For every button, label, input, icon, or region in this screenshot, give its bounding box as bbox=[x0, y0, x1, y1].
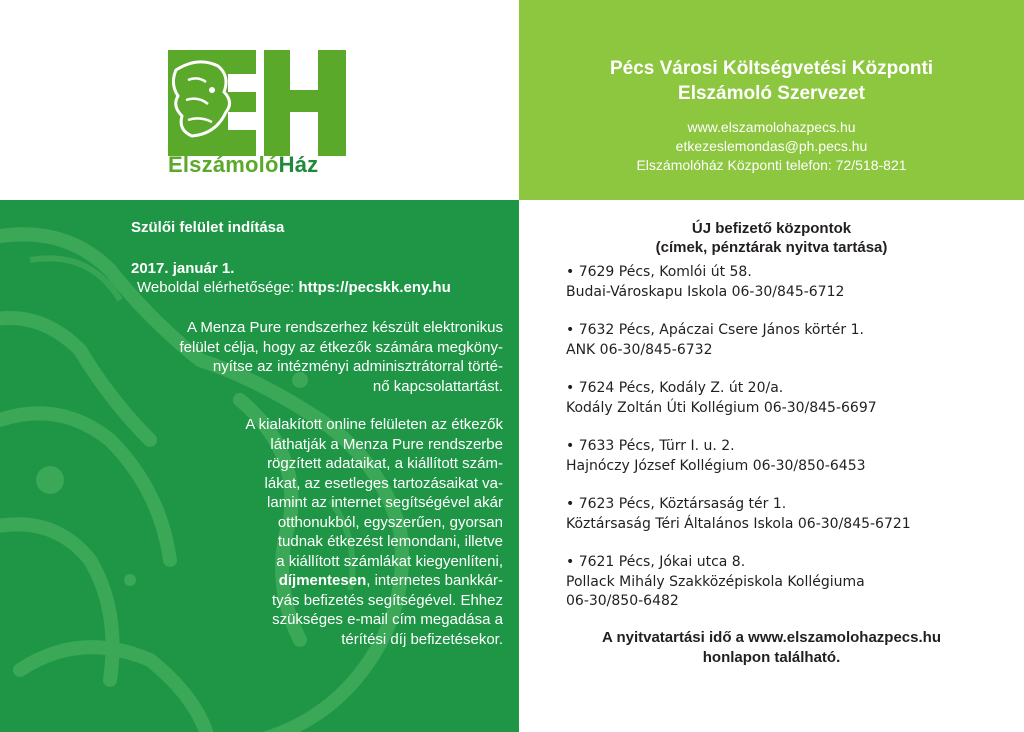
paragraph-line: tyás befizetés segítségével. Ehhez bbox=[272, 591, 503, 609]
paragraph-line: nő kapcsolattartást. bbox=[372, 377, 503, 395]
list-item bbox=[566, 495, 1016, 534]
footer-line1: A nyitvatartási idő a www.elszamolohazpecs.hu bbox=[602, 629, 941, 646]
payment-centers-heading bbox=[519, 219, 1024, 257]
heading-line1: ÚJ befizető központok bbox=[691, 220, 852, 237]
logo-wordmark bbox=[168, 152, 318, 178]
location-address: • 7623 Pécs, Köztársaság tér 1. bbox=[566, 496, 787, 512]
location-address: • 7632 Pécs, Apáczai Csere János körtér 1. bbox=[566, 322, 864, 338]
list-item bbox=[566, 379, 1016, 418]
opening-hours-note bbox=[519, 628, 1024, 667]
paragraph-line: tudnak étkezést lemondani, illetve bbox=[277, 533, 503, 550]
footer-line2: honlapon található. bbox=[702, 648, 841, 666]
website-label: Weboldal elérhetősége: bbox=[137, 279, 299, 296]
website-line bbox=[137, 279, 451, 296]
paragraph-line: térítési díj befizetésekor. bbox=[341, 630, 503, 648]
location-detail: Kodály Zoltán Úti Kollégium 06-30/845-6697 bbox=[566, 399, 877, 416]
location-detail: Hajnóczy József Kollégium 06-30/850-6453 bbox=[566, 457, 866, 474]
location-address: • 7624 Pécs, Kodály Z. út 20/a. bbox=[566, 380, 784, 396]
org-name-line1: Pécs Városi Költségvetési Központi bbox=[609, 58, 934, 79]
paragraph-line-rest: , internetes bankkár- bbox=[366, 572, 503, 589]
eh-logo-icon bbox=[168, 50, 346, 158]
paragraph-line: a kiállított számlákat kiegyenlíteni, bbox=[276, 552, 503, 570]
location-address: • 7629 Pécs, Komlói út 58. bbox=[566, 264, 752, 280]
website-link[interactable]: www.elszamolohazpecs.hu bbox=[687, 119, 856, 135]
paragraph-line: felület célja, hogy az étkezők számára megköny- bbox=[179, 338, 503, 356]
paragraph-line: A kialakított online felületen az étkezők bbox=[245, 416, 503, 433]
paragraph-line: nyítse az intézményi adminisztrátorral törté- bbox=[212, 358, 503, 375]
list-item bbox=[566, 321, 1016, 360]
location-detail: Köztársaság Téri Általános Iskola 06-30/845-6721 bbox=[566, 515, 911, 532]
intro-paragraph bbox=[100, 318, 503, 396]
paragraph-line bbox=[200, 571, 503, 591]
logo-wordmark-part2: Ház bbox=[278, 152, 319, 177]
paragraph-line: otthonukból, egyszerűen, gyorsan bbox=[277, 513, 503, 531]
payment-centers-panel bbox=[519, 200, 1024, 732]
paragraph-line: rögzített adataikat, a kiállított szám- bbox=[267, 455, 503, 472]
list-item bbox=[566, 553, 1016, 612]
organization-name bbox=[519, 56, 1024, 106]
logo-wordmark-part1: Elszámoló bbox=[168, 152, 279, 177]
location-phone: 06-30/850-6482 bbox=[566, 593, 679, 609]
launch-date: 2017. január 1. bbox=[131, 260, 235, 277]
info-panel bbox=[0, 200, 519, 732]
heading-line2: (címek, pénztárak nyitva tartása) bbox=[655, 239, 888, 256]
location-list bbox=[566, 263, 1016, 612]
location-detail: ANK 06-30/845-6732 bbox=[566, 341, 713, 358]
paragraph-line: láthatják a Menza Pure rendszerbe bbox=[270, 435, 503, 453]
header-panel bbox=[519, 0, 1024, 200]
parent-portal-link[interactable]: https://pecskk.eny.hu bbox=[298, 279, 451, 296]
features-paragraph bbox=[200, 415, 503, 649]
logo-panel bbox=[0, 0, 519, 200]
email-link[interactable]: etkezeslemondas@ph.pecs.hu bbox=[675, 138, 868, 154]
paragraph-line: lamint az internet segítségével akár bbox=[267, 494, 503, 511]
org-name-line2: Elszámoló Szervezet bbox=[678, 83, 865, 104]
free-of-charge-text: díjmentesen bbox=[278, 572, 367, 589]
list-item bbox=[566, 437, 1016, 476]
phone-text: Elszámolóház Központi telefon: 72/518-821 bbox=[636, 157, 907, 173]
location-address: • 7621 Pécs, Jókai utca 8. bbox=[566, 554, 746, 570]
contact-info bbox=[519, 118, 1024, 175]
location-address: • 7633 Pécs, Türr I. u. 2. bbox=[566, 438, 735, 454]
paragraph-line: szükséges e-mail cím megadása a bbox=[272, 611, 503, 628]
section-title: Szülői felület indítása bbox=[131, 219, 285, 236]
paragraph-line: A Menza Pure rendszerhez készült elektronikus bbox=[187, 319, 503, 336]
paragraph-line: lákat, az esetleges tartozásaikat va- bbox=[264, 474, 503, 492]
list-item bbox=[566, 263, 1016, 302]
location-detail: Budai-Városkapu Iskola 06-30/845-6712 bbox=[566, 283, 845, 300]
location-detail: Pollack Mihály Szakközépiskola Kollégiuma bbox=[566, 573, 865, 590]
